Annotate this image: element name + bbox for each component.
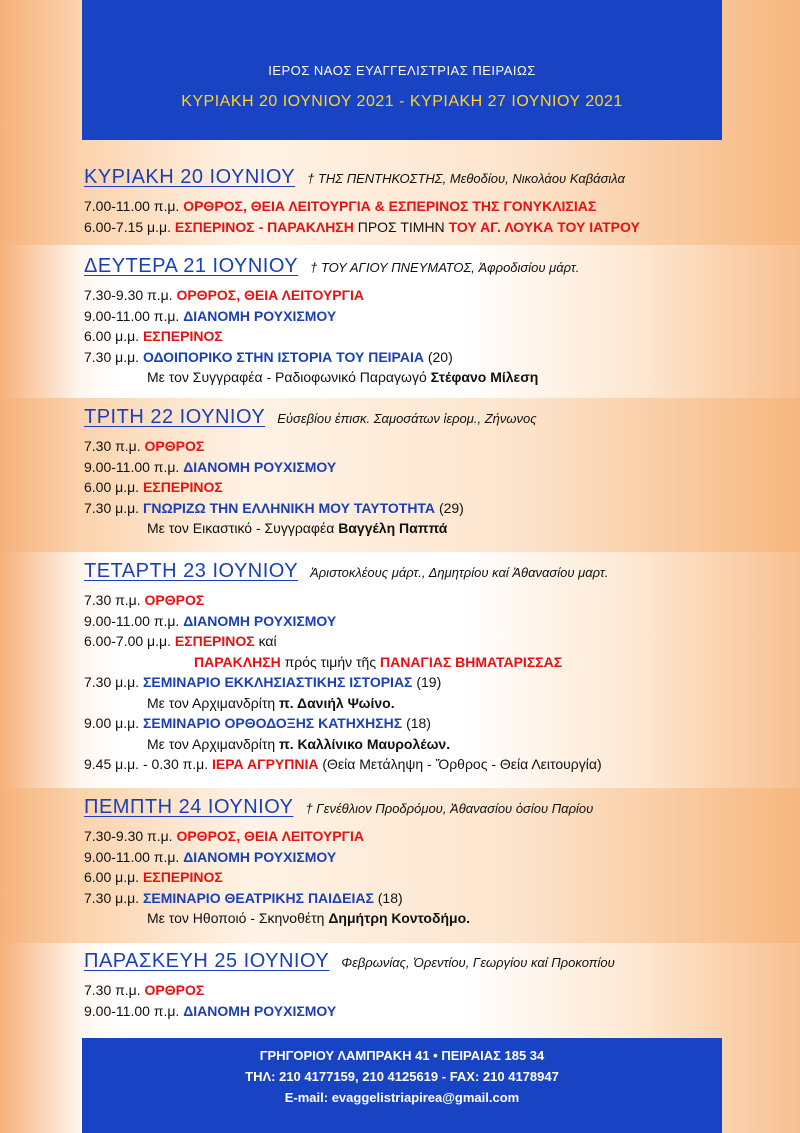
speaker-line: Με τον Συγγραφέα - Ραδιοφωνικό Παραγωγό Στέφανο Μίλεση [147, 369, 539, 385]
day-title: ΔΕΥΤΕΡΑ 21 ΙΟΥΝΙΟΥ [84, 255, 299, 277]
phone-line: ΤΗΛ: 210 4177159, 210 4125619 - FAX: 210 4178947 [245, 1069, 559, 1084]
schedule-line: 7.30 π.μ. ΟΡΘΡΟΣ [84, 438, 205, 454]
day-section-wednesday [84, 560, 800, 775]
address-line: ΓΡΗΓΟΡΙΟΥ ΛΑΜΠΡΑΚΗ 41 • ΠΕΙΡΑΙΑΣ 185 34 [259, 1048, 545, 1063]
saints-of-day: † ΤΗΣ ΠΕΝΤΗΚΟΣΤΗΣ, Μεθοδίου, Νικολάου Καβάσιλα [307, 171, 625, 186]
email-line: E-mail: evaggelistriapirea@gmail.com [284, 1090, 520, 1105]
schedule-line: 9.00-11.00 π.μ. ΔΙΑΝΟΜΗ ΡΟΥΧΙΣΜΟΥ [84, 307, 337, 324]
saints-of-day: † ΤΟΥ ΑΓΙΟΥ ΠΝΕΥΜΑΤΟΣ, Ἀφροδισίου μάρτ. [310, 260, 580, 275]
schedule-line: 6.00-7.00 μ.μ. ΕΣΠΕΡΙΝΟΣ καί [84, 633, 277, 649]
schedule-line: ΠΑΡΑΚΛΗΣΗ πρός τιμήν τῆς ΠΑΝΑΓΙΑΣ ΒΗΜΑΤΑΡΙΣΣΑΣ [194, 653, 563, 670]
header-banner [82, 0, 722, 140]
speaker-line: Με τον Αρχιμανδρίτη π. Δανιήλ Ψωίνο. [147, 694, 395, 711]
speaker-line: Με τον Εικαστικό - Συγγραφέα Βαγγέλη Παππά [147, 520, 448, 536]
schedule-line: 7.30 π.μ. ΟΡΘΡΟΣ [84, 982, 205, 998]
schedule-line: 7.30-9.30 π.μ. ΟΡΘΡΟΣ, ΘΕΙΑ ΛΕΙΤΟΥΡΓΙΑ [84, 828, 365, 844]
day-title: ΤΡΙΤΗ 22 ΙΟΥΝΙΟΥ [84, 406, 266, 428]
day-title: ΤΕΤΑΡΤΗ 23 ΙΟΥΝΙΟΥ [84, 560, 299, 582]
schedule-line: 7.30 μ.μ. ΓΝΩΡΙΖΩ ΤΗΝ ΕΛΛΗΝΙΚΗ ΜΟΥ ΤΑΥΤΟΤΗΤΑ (29) [84, 499, 464, 516]
schedule-line: 6.00 μ.μ. ΕΣΠΕΡΙΝΟΣ [84, 869, 223, 885]
saints-of-day: † Γενέθλιον Προδρόμου, Ἀθανασίου ὁσίου Παρίου [305, 801, 594, 816]
contact-footer [82, 1038, 722, 1133]
schedule-line: 9.00-11.00 π.μ. ΔΙΑΝΟΜΗ ΡΟΥΧΙΣΜΟΥ [84, 1002, 337, 1019]
schedule-line: 7.30 μ.μ. ΣΕΜΙΝΑΡΙΟ ΘΕΑΤΡΙΚΗΣ ΠΑΙΔΕΙΑΣ (18) [84, 889, 403, 906]
day-title: ΚΥΡΙΑΚΗ 20 ΙΟΥΝΙΟΥ [84, 166, 296, 188]
date-range: ΚΥΡΙΑΚΗ 20 ΙΟΥΝΙΟΥ 2021 - ΚΥΡΙΑΚΗ 27 ΙΟΥΝΙΟΥ 2021 [181, 93, 623, 110]
day-section-thursday [84, 796, 800, 929]
day-section-tuesday [84, 406, 800, 539]
day-section-friday [84, 950, 800, 1021]
church-title: ΙΕΡΟΣ ΝΑΟΣ ΕΥΑΓΓΕΛΙΣΤΡΙΑΣ ΠΕΙΡΑΙΩΣ [268, 63, 536, 78]
schedule-line: 7.30-9.30 π.μ. ΟΡΘΡΟΣ, ΘΕΙΑ ΛΕΙΤΟΥΡΓΙΑ [84, 287, 365, 303]
schedule-line: 7.00-11.00 π.μ. ΟΡΘΡΟΣ, ΘΕΙΑ ΛΕΙΤΟΥΡΓΙΑ & ΕΣΠΕΡΙΝΟΣ ΤΗΣ ΓΟΝΥΚΛΙΣΙΑΣ [84, 198, 597, 214]
schedule-line: 7.30 μ.μ. ΣΕΜΙΝΑΡΙΟ ΕΚΚΛΗΣΙΑΣΤΙΚΗΣ ΙΣΤΟΡΙΑΣ (19) [84, 674, 442, 690]
schedule-line: 6.00-7.15 μ.μ. ΕΣΠΕΡΙΝΟΣ - ΠΑΡΑΚΛΗΣΗ ΠΡΟΣ ΤΙΜΗΝ ΤΟΥ ΑΓ. ΛΟΥΚΑ ΤΟΥ ΙΑΤΡΟΥ [84, 218, 640, 235]
day-title: ΠΕΜΠΤΗ 24 ΙΟΥΝΙΟΥ [84, 796, 294, 818]
day-section-sunday [84, 166, 800, 237]
schedule-line: 6.00 μ.μ. ΕΣΠΕΡΙΝΟΣ [84, 479, 223, 495]
schedule-line: 7.30 π.μ. ΟΡΘΡΟΣ [84, 592, 205, 608]
saints-of-day: Ἀριστοκλέους μάρτ., Δημητρίου καί Ἀθανασίου μαρτ. [310, 565, 609, 580]
schedule-line: 9.00-11.00 π.μ. ΔΙΑΝΟΜΗ ΡΟΥΧΙΣΜΟΥ [84, 458, 337, 475]
saints-of-day: Εὐσεβίου ἐπισκ. Σαμοσάτων ἱερομ., Ζήνωνος [277, 411, 537, 426]
schedule-line: 9.00 μ.μ. ΣΕΜΙΝΑΡΙΟ ΟΡΘΟΔΟΞΗΣ ΚΑΤΗΧΗΣΗΣ (18) [84, 715, 431, 731]
schedule-line: 9.00-11.00 π.μ. ΔΙΑΝΟΜΗ ΡΟΥΧΙΣΜΟΥ [84, 848, 337, 865]
schedule-line: 7.30 μ.μ. ΟΔΟΙΠΟΡΙΚΟ ΣΤΗΝ ΙΣΤΟΡΙΑ ΤΟΥ ΠΕΙΡΑΙΑ (20) [84, 348, 453, 365]
speaker-line: Με τον Ηθοποιό - Σκηνοθέτη Δημήτρη Κοντοδήμο. [147, 910, 471, 926]
schedule-line: 9.00-11.00 π.μ. ΔΙΑΝΟΜΗ ΡΟΥΧΙΣΜΟΥ [84, 612, 337, 629]
day-section-monday [84, 255, 800, 388]
schedule-line: 6.00 μ.μ. ΕΣΠΕΡΙΝΟΣ [84, 328, 223, 344]
schedule-line: 9.45 μ.μ. - 0.30 π.μ. ΙΕΡΑ ΑΓΡΥΠΝΙΑ (Θεία Μετάληψη - Ὄρθρος - Θεία Λειτουργία) [84, 756, 602, 772]
speaker-line: Με τον Αρχιμανδρίτη π. Καλλίνικο Μαυρολέων. [147, 735, 451, 752]
day-title: ΠΑΡΑΣΚΕΥΗ 25 ΙΟΥΝΙΟΥ [84, 950, 330, 972]
saints-of-day: Φεβρωνίας, Ὀρεντίου, Γεωργίου καί Προκοπίου [341, 955, 615, 970]
